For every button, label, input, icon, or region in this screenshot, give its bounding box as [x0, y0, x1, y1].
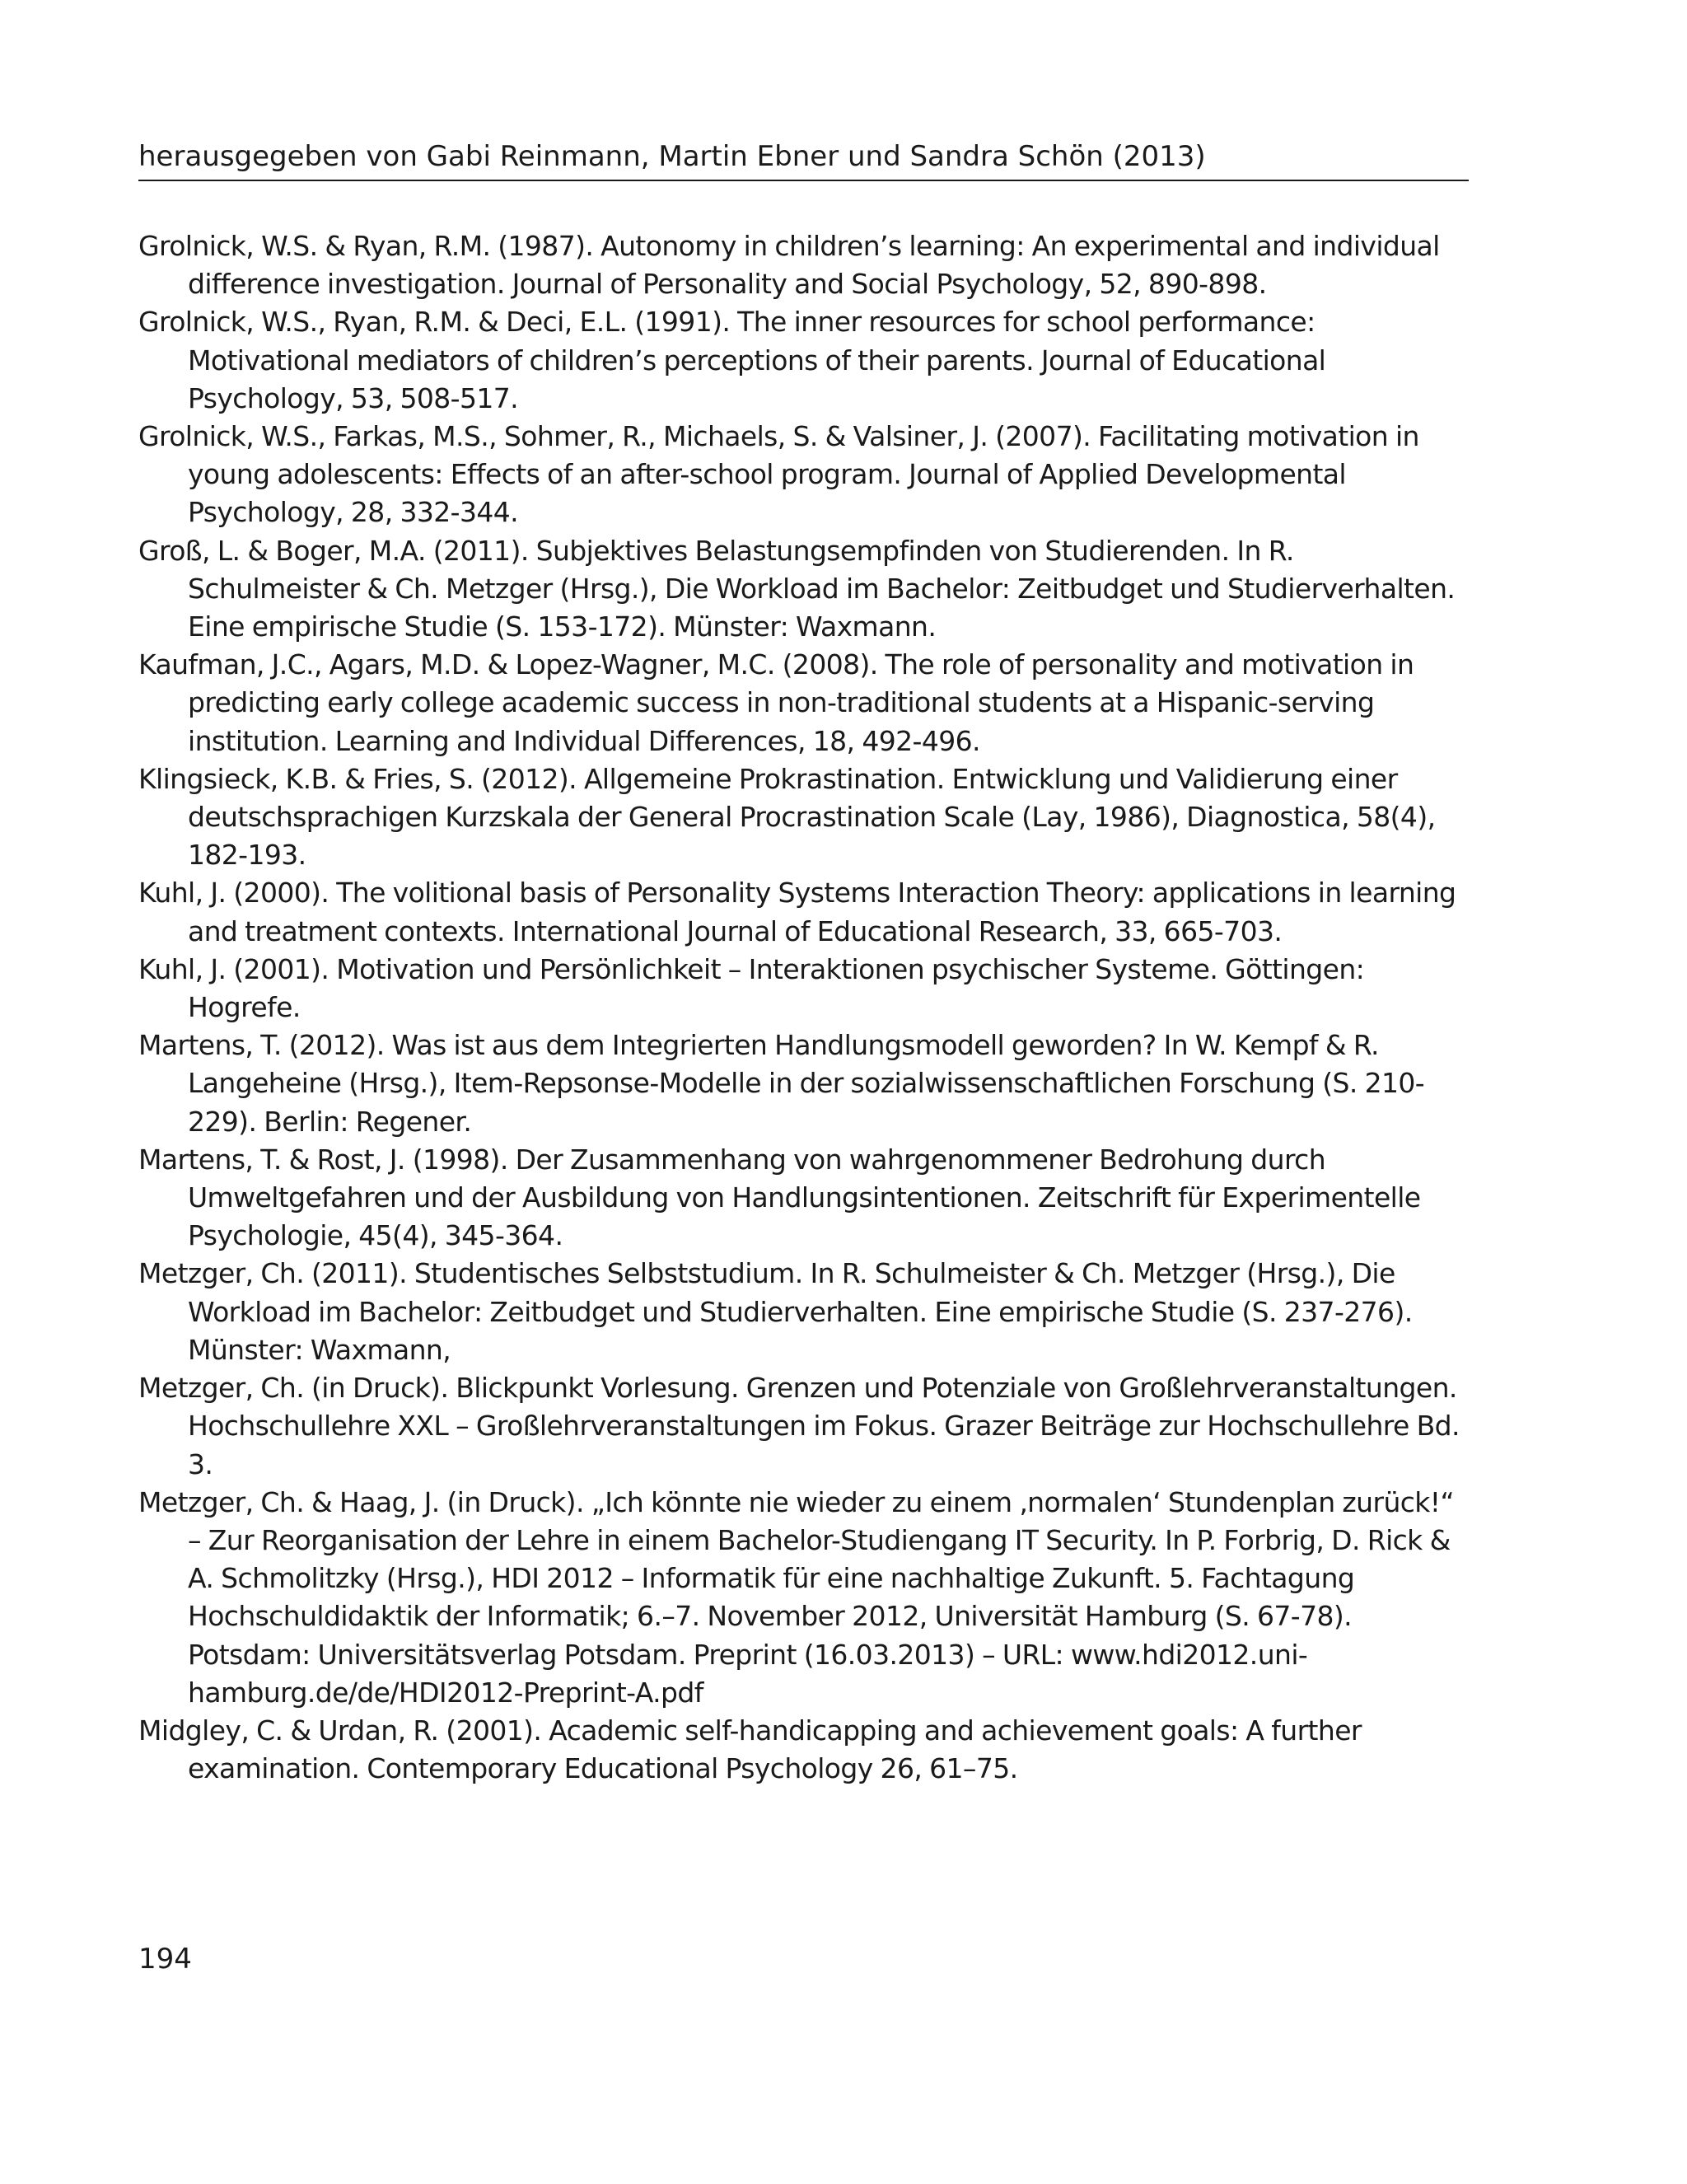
reference-entry: Grolnick, W.S., Farkas, M.S., Sohmer, R., Michaels, S. & Valsiner, J. (2007). Facilitating motivation in young adolescents: Effects of an after-school program. Journal of Applied Developmental Psychology, 28, 332-344.	[138, 420, 1419, 529]
reference-entry: Groß, L. & Boger, M.A. (2011). Subjektives Belastungsempfinden von Studierenden. In R. Schulmeister & Ch. Metzger (Hrsg.), Die Workload im Bachelor: Zeitbudget und Studierverhalten. Eine empirische Studie (S. 153-172). Münster: Waxmann.	[138, 534, 1456, 643]
reference-entry: Kaufman, J.C., Agars, M.D. & Lopez-Wagner, M.C. (2008). The role of personality and motivation in predicting early college academic success in non-traditional students at a Hispanic-serving institution. Learning and Individual Differences, 18, 492-496.	[138, 648, 1414, 757]
reference-list	[138, 227, 1471, 1788]
reference-entry: Kuhl, J. (2000). The volitional basis of Personality Systems Interaction Theory: applications in learning and treatment contexts. International Journal of Educational Research, 33, 665-703.	[138, 877, 1456, 947]
reference-entry: Metzger, Ch. (in Druck). Blickpunkt Vorlesung. Grenzen und Potenziale von Großlehrveranstaltungen. Hochschullehre XXL – Großlehrveranstaltungen im Fokus. Grazer Beiträge zur Hochschullehre Bd. 3.	[138, 1372, 1460, 1480]
reference-entry: Martens, T. (2012). Was ist aus dem Integrierten Handlungsmodell geworden? In W. Kempf & R. Langeheine (Hrsg.), Item-Repsonse-Modelle in der sozialwissenschaftlichen Forschung (S. 210-229). Berlin: Regener.	[138, 1029, 1425, 1138]
reference-entry: Grolnick, W.S., Ryan, R.M. & Deci, E.L. (1991). The inner resources for school performance: Motivational mediators of children’s perceptions of their parents. Journal of Educational Psychology, 53, 508-517.	[138, 306, 1326, 414]
running-header	[138, 140, 1469, 181]
reference-entry: Kuhl, J. (2001). Motivation und Persönlichkeit – Interaktionen psychischer Systeme. Göttingen: Hogrefe.	[138, 952, 1365, 1024]
reference-entry: Metzger, Ch. (2011). Studentisches Selbststudium. In R. Schulmeister & Ch. Metzger (Hrsg.), Die Workload im Bachelor: Zeitbudget und Studierverhalten. Eine empirische Studie (S. 237-276). Münster: Waxmann,	[138, 1257, 1413, 1366]
page-number: 194	[138, 1943, 192, 1976]
reference-entry: Grolnick, W.S. & Ryan, R.M. (1987). Autonomy in children’s learning: An experimental and individual difference investigation. Journal of Personality and Social Psychology, 52, 890-898.	[138, 230, 1440, 301]
reference-entry: Midgley, C. & Urdan, R. (2001). Academic self-handicapping and achievement goals: A further examination. Contemporary Educational Psychology 26, 61–75.	[138, 1714, 1362, 1785]
running-header-title: herausgegeben von Gabi Reinmann, Martin Ebner und Sandra Schön (2013)	[138, 140, 1206, 173]
reference-entry: Martens, T. & Rost, J. (1998). Der Zusammenhang von wahrgenommener Bedrohung durch Umweltgefahren und der Ausbildung von Handlungsintentionen. Zeitschrift für Experimentelle Psychologie, 45(4), 345-364.	[138, 1143, 1421, 1252]
reference-entry: Klingsieck, K.B. & Fries, S. (2012). Allgemeine Prokrastination. Entwicklung und Validierung einer deutschsprachigen Kurzskala der General Procrastination Scale (Lay, 1986), Diagnostica, 58(4), 182-193.	[138, 762, 1436, 872]
reference-entry: Metzger, Ch. & Haag, J. (in Druck). „Ich könnte nie wieder zu einem ‚normalen‘ Stundenplan zurück!“ – Zur Reorganisation der Lehre in einem Bachelor-Studiengang IT Security. In P. Forbrig, D. Rick & A. Schmolitzky (Hrsg.), HDI 2012 – Informatik für eine nachhaltige Zukunft. 5. Fachtagung Hochschuldidaktik der Informatik; 6.–7. November 2012, Universität Hamburg (S. 67-78). Potsdam: Universitätsverlag Potsdam. Preprint (16.03.2013) – URL: www.hdi2012.uni-hamburg.de/de/HDI2012-Preprint-A.pdf	[138, 1485, 1454, 1709]
